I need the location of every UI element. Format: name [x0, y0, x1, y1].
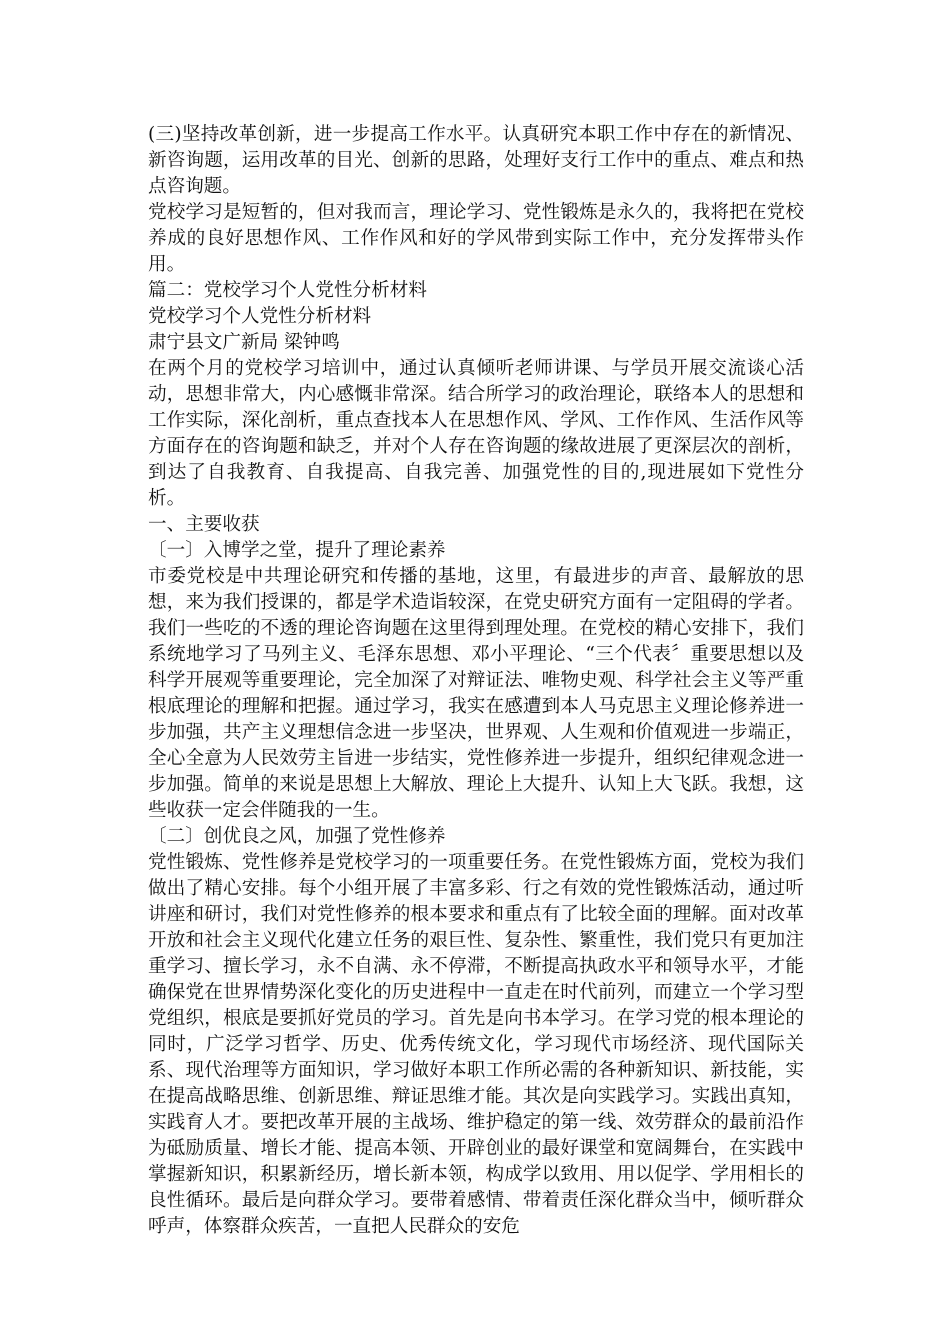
- subheading-theory: 〔一〕入博学之堂，提升了理论素养: [148, 540, 446, 561]
- paragraph-party-school-summary: 党校学习是短暂的，但对我而言，理论学习、党性锻炼是永久的，我将把在党校养成的良好思想作风、工作作风和好的学风带到实际工作中，充分发挥带头作用。: [148, 202, 804, 275]
- paragraph-party-spirit: 党性锻炼、党性修养是党校学习的一项重要任务。在党性锻炼方面，党校为我们做出了精心安排。每个小组开展了丰富多彩、行之有效的党性锻炼活动，通过听讲座和研讨，我们对党性修养的根本要求和重点有了比较全面的理解。面对改革开放和社会主义现代化建立任务的艰巨性、复杂性、繁重性，我们党只有更加注重学习、擅长学习，永不自满、永不停滞，不断提高执政水平和领导水平，才能确保党在世界情势深化变化的历史进程中一直走在时代前列，而建立一个学习型党组织，根底是要抓好党员的学习。首先是向书本学习。在学习党的根本理论的同时，广泛学习哲学、历史、优秀传统文化，学习现代市场经济、现代国际关系、现代治理等方面知识，学习做好本职工作所必需的各种新知识、新技能，实在提高战略思维、创新思维、辩证思维才能。其次是向实践学习。实践出真知，实践育人才。要把改革开展的主战场、维护稳定的第一线、效劳群众的最前沿作为砥励质量、增长才能、提高本领、开辟创业的最好课堂和宽阔舞台，在实践中掌握新知识，积累新经历，增长新本领，构成学以致用、用以促学、学用相长的良性循环。最后是向群众学习。要带着感情、带着责任深化群众当中，倾听群众呼声，体察群众疾苦，一直把人民群众的安危: [148, 852, 804, 1237]
- paragraph-reform-innovation: (三)坚持改革创新，进一步提高工作水平。认真研究本职工作中存在的新情况、新咨询题，运用改革的目光、创新的思路，处理好支行工作中的重点、难点和热点咨询题。: [148, 124, 804, 197]
- section-heading-part-two: 篇二：党校学习个人党性分析材料: [148, 280, 427, 301]
- subheading-party-spirit: 〔二〕创优良之风，加强了党性修养: [148, 826, 446, 847]
- paragraph-theory-study: 市委党校是中共理论研究和传播的基地，这里，有最进步的声音、最解放的思想，来为我们授课的，都是学术造诣较深，在党史研究方面有一定阻碍的学者。我们一些吃的不透的理论咨询题在这里得到理处理。在党校的精心安排下，我们系统地学习了马列主义、毛泽东思想、邓小平理论、“三个代表〞重要思想以及科学开展观等重要理论，完全加深了对辩证法、唯物史观、科学社会主义等严重根底理论的理解和把握。通过学习，我实在感遭到本人马克思主义理论修养进一步加强，共产主义理想信念进一步坚决，世界观、人生观和价值观进一步端正，全心全意为人民效劳主旨进一步结实，党性修养进一步提升，组织纪律观念进一步加强。简单的来说是思想上大解放、理论上大提升、认知上大飞跃。我想，这些收获一定会伴随我的一生。: [148, 566, 804, 821]
- author-line: 肃宁县文广新局 梁钟鸣: [148, 332, 340, 353]
- heading-main-gains: 一、主要收获: [148, 514, 260, 535]
- document-title: 党校学习个人党性分析材料: [148, 306, 372, 327]
- document-body: [148, 122, 804, 1240]
- paragraph-introduction: 在两个月的党校学习培训中，通过认真倾听老师讲课、与学员开展交流谈心活动，思想非常大，内心感慨非常深。结合所学习的政治理论，联络本人的思想和工作实际，深化剖析，重点查找本人在思想作风、学风、工作作风、生活作风等方面存在的咨询题和缺乏，并对个人存在咨询题的缘故进展了更深层次的剖析，到达了自我教育、自我提高、自我完善、加强党性的目的,现进展如下党性分析。: [148, 358, 804, 509]
